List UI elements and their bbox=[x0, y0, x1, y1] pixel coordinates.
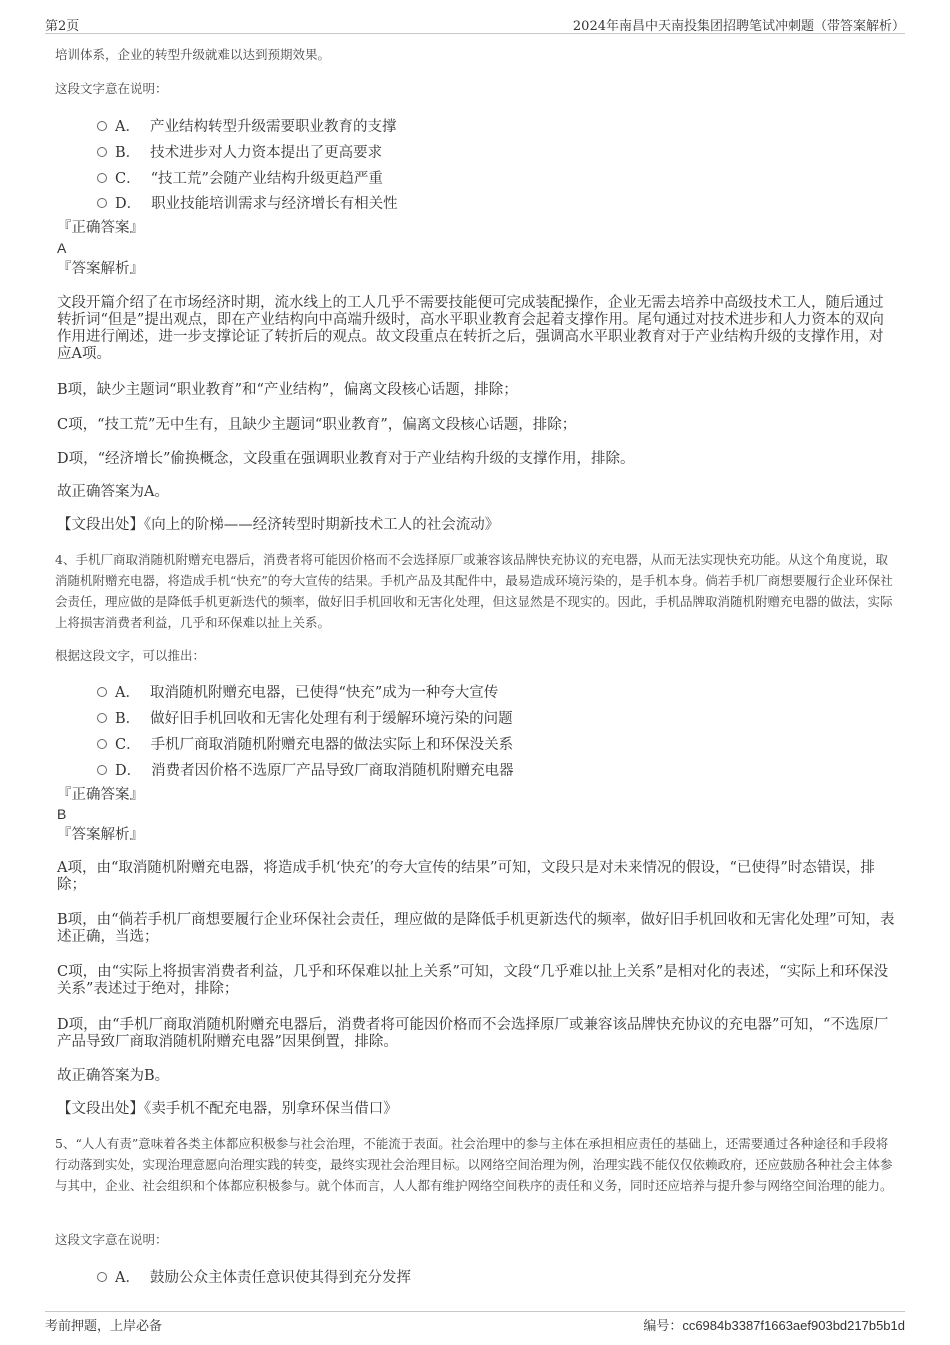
page-header bbox=[45, 11, 905, 34]
code-label: 编号： bbox=[643, 1319, 683, 1334]
radio-icon[interactable] bbox=[97, 687, 107, 697]
q4-option-c[interactable]: C． 手机厂商取消随机附赠充电器的做法实际上和环保没关系 bbox=[97, 733, 513, 754]
document-code bbox=[643, 1315, 905, 1334]
radio-icon[interactable] bbox=[97, 713, 107, 723]
q3-analysis-b: B项，缺少主题词“职业教育”和“产业结构”，偏离文段核心话题，排除； bbox=[57, 382, 518, 398]
q4-answer-label: 『正确答案』 bbox=[57, 787, 144, 803]
q4-source: 【文段出处】《卖手机不配充电器，别拿环保当借口》 bbox=[57, 1101, 398, 1117]
q5-stem: 5、“人人有责”意味着各类主体都应积极参与社会治理，不能流于表面。社会治理中的参与主体在承担相应责任的基础上，还需要通过各种途径和手段将行动落到实处，实现治理意愿向治理实践的转变，最终实现社会治理目标。以网络空间治理为例，治理实践不能仅仅依赖政府，还应鼓励各种社会主体参与其中，企业、社会组织和个体都应积极参与。就个体而言，人人都有维护网络空间秩序的责任和义务，同时还应培养与提升参与网络空间治理的能力。 bbox=[55, 1136, 893, 1193]
q4-option-a[interactable]: A． 取消随机附赠充电器，已使得“快充”成为一种夸大宣传 bbox=[97, 681, 498, 702]
radio-icon[interactable] bbox=[97, 121, 107, 131]
document-title: 2024年南昌中天南投集团招聘笔试冲刺题（带答案解析） bbox=[572, 19, 905, 34]
q4-stem: 4、手机厂商取消随机附赠充电器后，消费者将可能因价格而不会选择原厂或兼容该品牌快充协议的充电器，从而无法实现快充功能。从这个角度说，取消随机附赠充电器，将造成手机“快充”的夸大宣传的结果。手机产品及其配件中，最易造成环境污染的，是手机本身。倘若手机厂商想要履行企业环保社会责任，理应做的是降低手机更新迭代的频率，做好旧手机回收和无害化处理，但这显然是不现实的。因此，手机品牌取消随机附赠充电器的做法，实际上将损害消费者利益，几乎和环保难以扯上关系。 bbox=[55, 552, 893, 630]
q4-analysis-d: D项，由“手机厂商取消随机附赠充电器后，消费者将可能因价格而不会选择原厂或兼容该品牌快充协议的充电器”可知，“不选原厂产品导致厂商取消随机附赠充电器”因果倒置，排除。 bbox=[57, 1017, 889, 1050]
q3-option-d[interactable]: D． 职业技能培训需求与经济增长有相关性 bbox=[97, 192, 398, 213]
q3-option-c[interactable]: C． “技工荒”会随产业结构升级更趋严重 bbox=[97, 167, 383, 188]
radio-icon[interactable] bbox=[97, 739, 107, 749]
q4-analysis-c: C项，由“实际上将损害消费者利益，几乎和环保难以扯上关系”可知，文段“几乎难以扯上关系”是相对化的表述，“实际上和环保没关系”表述过于绝对，排除； bbox=[57, 964, 889, 997]
q3-answer: A bbox=[57, 240, 67, 256]
q5-option-a[interactable]: A． 鼓励公众主体责任意识使其得到充分发挥 bbox=[97, 1266, 411, 1287]
q4-answer: B bbox=[57, 806, 67, 822]
q3-stem-tail: 培训体系，企业的转型升级就难以达到预期效果。 bbox=[55, 47, 331, 62]
q3-conclusion: 故正确答案为A。 bbox=[57, 484, 169, 500]
q3-analysis-d: D项，“经济增长”偷换概念，文段重在强调职业教育对于产业结构升级的支撑作用，排除。 bbox=[57, 451, 635, 467]
q4-option-d[interactable]: D． 消费者因价格不选原厂产品导致厂商取消随机附赠充电器 bbox=[97, 759, 514, 780]
radio-icon[interactable] bbox=[97, 198, 107, 208]
page-footer bbox=[45, 1311, 905, 1336]
radio-icon[interactable] bbox=[97, 147, 107, 157]
q3-source: 【文段出处】《向上的阶梯——经济转型时期新技术工人的社会流动》 bbox=[57, 517, 500, 533]
q4-option-b[interactable]: B． 做好旧手机回收和无害化处理有利于缓解环境污染的问题 bbox=[97, 707, 513, 728]
page-number: 第2页 bbox=[45, 19, 80, 34]
q4-analysis-a: A项，由“取消随机附赠充电器，将造成手机‘快充’的夸大宣传的结果”可知，文段只是对未来情况的假设，“已使得”时态错误，排除； bbox=[57, 860, 875, 893]
code-value: cc6984b3387f1663aef903bd217b5b1d bbox=[682, 1318, 905, 1333]
q3-analysis-paragraph: 文段开篇介绍了在市场经济时期，流水线上的工人几乎不需要技能便可完成装配操作，企业无需去培养中高级技术工人，随后通过转折词“但是”提出观点，即在产业结构向中高端升级时，高水平职业教育会起着支撑作用。尾句通过对技术进步和人力资本的双向作用进行阐述，进一步支撑论证了转折后的观点。故文段重点在转折之后，强调高水平职业教育对于产业结构升级的支撑作用，对应A项。 bbox=[57, 295, 884, 362]
q3-option-b[interactable]: B． 技术进步对人力资本提出了更高要求 bbox=[97, 141, 382, 162]
q3-answer-label: 『正确答案』 bbox=[57, 220, 144, 236]
radio-icon[interactable] bbox=[97, 765, 107, 775]
q5-prompt: 这段文字意在说明： bbox=[55, 1232, 168, 1247]
radio-icon[interactable] bbox=[97, 1272, 107, 1282]
q3-prompt: 这段文字意在说明： bbox=[55, 81, 168, 96]
q3-analysis-label: 『答案解析』 bbox=[57, 261, 144, 277]
q3-analysis-c: C项，“技工荒”无中生有，且缺少主题词“职业教育”，偏离文段核心话题，排除； bbox=[57, 417, 577, 433]
footer-slogan: 考前押题，上岸必备 bbox=[45, 1319, 163, 1334]
radio-icon[interactable] bbox=[97, 173, 107, 183]
q4-analysis-label: 『答案解析』 bbox=[57, 827, 144, 843]
q3-option-a[interactable]: A． 产业结构转型升级需要职业教育的支撑 bbox=[97, 115, 396, 136]
q4-conclusion: 故正确答案为B。 bbox=[57, 1068, 170, 1084]
q4-prompt: 根据这段文字，可以推出： bbox=[55, 648, 206, 663]
q4-analysis-b: B项，由“倘若手机厂商想要履行企业环保社会责任，理应做的是降低手机更新迭代的频率，做好旧手机回收和无害化处理”可知，表述正确，当选； bbox=[57, 912, 895, 945]
